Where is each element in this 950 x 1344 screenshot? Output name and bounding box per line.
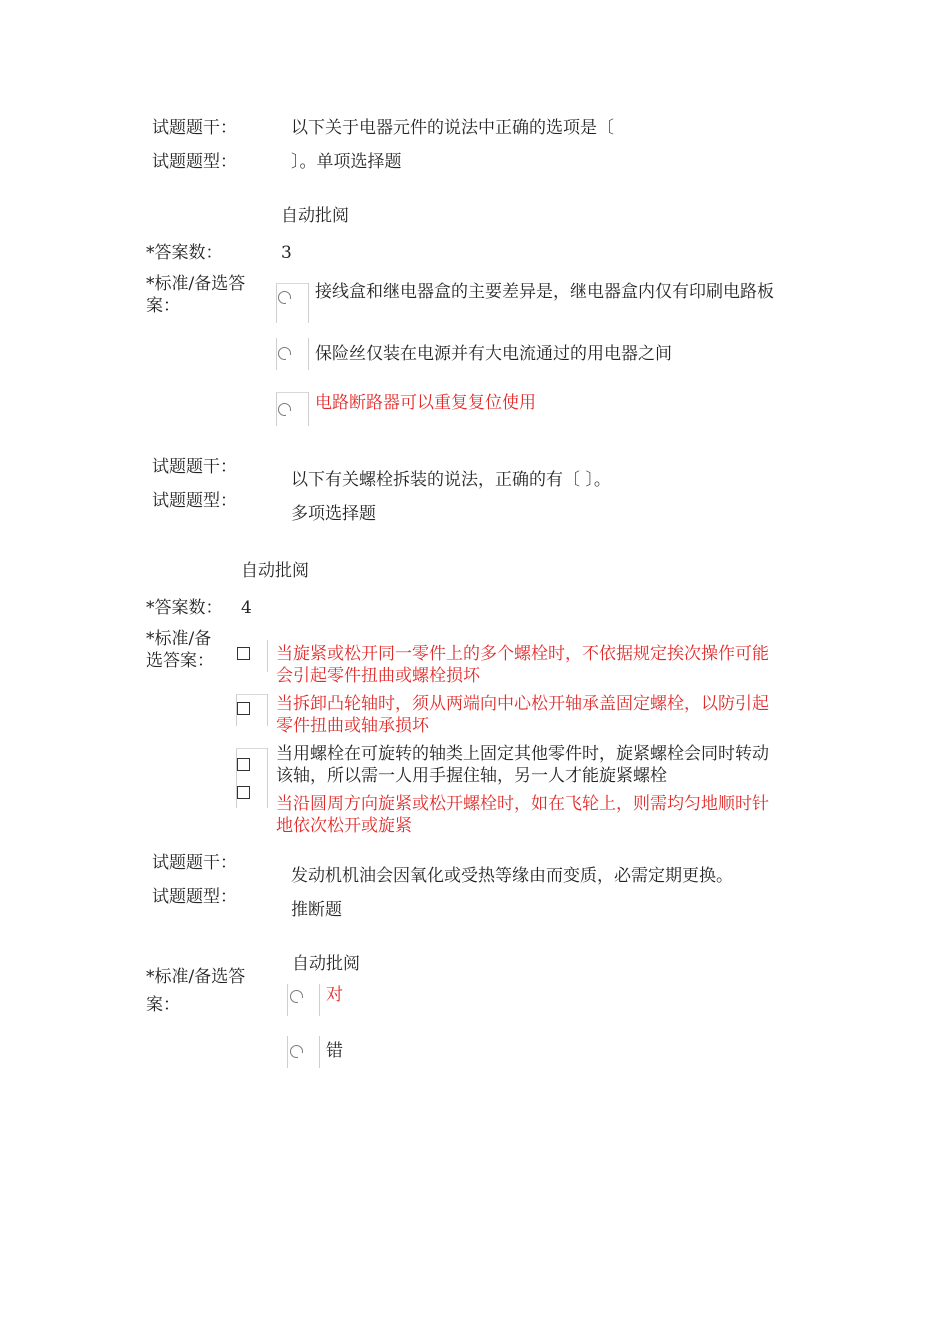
- option-frame: [267, 748, 268, 808]
- q1-stem-line2: 〕。单项选择题: [291, 152, 402, 172]
- option-frame: [287, 1036, 288, 1068]
- q2-option-1-text: 当旋紧或松开同一零件上的多个螺栓时，不依据规定挨次操作可能会引起零件扭曲或螺栓损坏: [276, 644, 769, 686]
- q2-stem: 以下有关螺栓拆装的说法，正确的有〔 〕。: [291, 470, 611, 490]
- q1-option-1-text: 接线盒和继电器盒的主要差异是，继电器盒内仅有印刷电路板: [315, 282, 774, 302]
- option-frame: [319, 1036, 320, 1068]
- option-frame: [236, 748, 267, 749]
- stem-label: 试题题干：: [152, 853, 237, 873]
- q2-option-2-checkbox[interactable]: [237, 702, 250, 715]
- standard-answer-label-line2: 案：: [146, 995, 180, 1015]
- option-frame: [308, 283, 309, 323]
- option-frame: [276, 392, 308, 393]
- q2-option-2-text: 当拆卸凸轮轴时，须从两端向中心松开轴承盖固定螺栓，以防引起零件扭曲或轴承损坏: [276, 694, 769, 736]
- stem-label: 试题题干：: [152, 457, 237, 477]
- standard-answer-label-line2: 案：: [146, 296, 180, 316]
- q2-option-3-text: 当用螺栓在可旋转的轴类上固定其他零件时，旋紧螺栓会同时转动该轴，所以需一人用手握住轴，另一人才能旋紧螺栓: [276, 744, 769, 786]
- q1-option-2-radio[interactable]: [278, 347, 291, 360]
- q2-option-3-checkbox[interactable]: [237, 758, 250, 771]
- q1-answer-count: 3: [281, 243, 292, 263]
- q1-option-1-radio[interactable]: [278, 291, 291, 304]
- option-frame: [308, 338, 309, 370]
- type-label: 试题题型：: [152, 887, 237, 907]
- type-label: 试题题型：: [152, 491, 237, 511]
- option-frame: [287, 984, 288, 1016]
- q1-stem-line1: 以下关于电器元件的说法中正确的选项是〔: [291, 118, 614, 138]
- option-frame: [267, 640, 268, 672]
- option-frame: [276, 283, 277, 323]
- q3-option-false-radio[interactable]: [290, 1045, 303, 1058]
- option-frame: [276, 338, 277, 370]
- q3-option-false-text: 错: [326, 1041, 343, 1061]
- q3-option-true-radio[interactable]: [290, 990, 303, 1003]
- type-label: 试题题型：: [152, 152, 237, 172]
- q3-stem: 发动机机油会因氧化或受热等缘由而变质，必需定期更换。: [291, 866, 733, 886]
- standard-answer-label-line2: 选答案：: [146, 651, 214, 671]
- q2-option-4-checkbox[interactable]: [237, 786, 250, 799]
- q3-option-true-text: 对: [326, 985, 343, 1005]
- standard-answer-label-line1: *标准/备: [146, 629, 212, 649]
- q2-answer-count: 4: [241, 598, 252, 618]
- q2-type: 多项选择题: [291, 504, 376, 524]
- option-frame: [308, 392, 309, 426]
- option-frame: [319, 984, 320, 1016]
- stem-label: 试题题干：: [152, 118, 237, 138]
- option-frame: [276, 392, 277, 426]
- q1-option-3-text: 电路断路器可以重复复位使用: [315, 393, 536, 413]
- q3-grading-mode: 自动批阅: [292, 954, 360, 974]
- option-frame: [236, 748, 237, 808]
- q1-grading-mode: 自动批阅: [281, 206, 349, 226]
- answer-count-label: *答案数：: [146, 598, 223, 618]
- standard-answer-label-line1: *标准/备选答: [146, 967, 246, 987]
- standard-answer-label-line1: *标准/备选答: [146, 274, 246, 294]
- q2-option-1-checkbox[interactable]: [237, 647, 250, 660]
- q3-type: 推断题: [291, 900, 342, 920]
- q1-option-3-radio[interactable]: [278, 403, 291, 416]
- answer-count-label: *答案数：: [146, 243, 223, 263]
- q2-grading-mode: 自动批阅: [241, 561, 309, 581]
- option-frame: [276, 283, 308, 284]
- q1-option-2-text: 保险丝仅装在电源并有大电流通过的用电器之间: [315, 344, 672, 364]
- q2-option-4-text: 当沿圆周方向旋紧或松开螺栓时，如在飞轮上，则需均匀地顺时针地依次松开或旋紧: [276, 794, 769, 836]
- option-frame: [236, 694, 267, 695]
- option-frame: [267, 694, 268, 726]
